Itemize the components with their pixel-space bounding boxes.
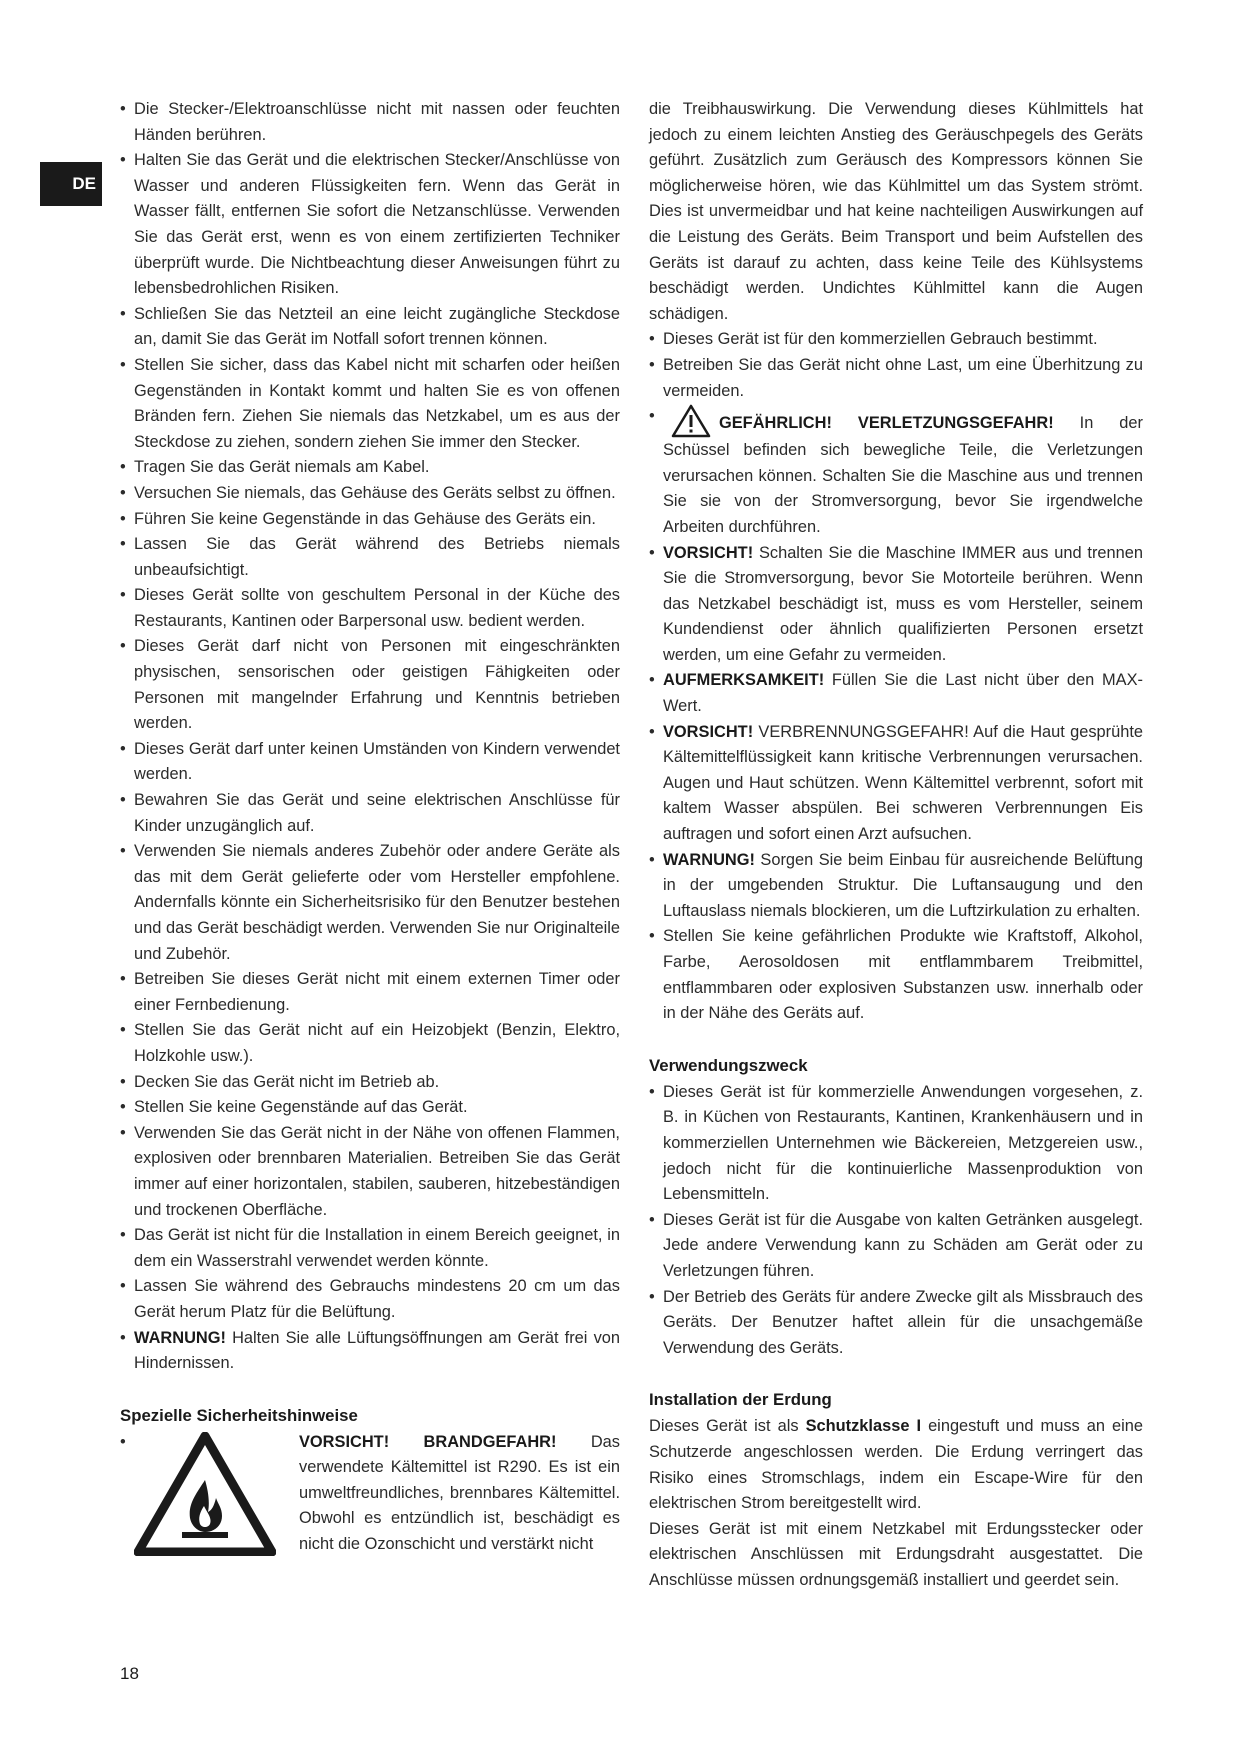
usage-list xyxy=(649,1080,1143,1362)
fire-warning-label: VORSICHT! BRANDGEFAHR! xyxy=(299,1432,557,1451)
list-item: • Der Betrieb des Geräts für andere Zwecke gilt als Missbrauch des Geräts. Der Benutzer haftet allein für die unsachgemäße Verwendung des Geräts. xyxy=(649,1285,1143,1362)
danger-text: In der Schüssel befinden sich bewegliche Teile, die Verletzungen verursachen können. Schalten Sie die Maschine aus und trennen Sie sie von der Stromversorgung, bevor Sie irgendwelche Arbeiten durchführen. xyxy=(663,414,1143,536)
grounding-text-b: eingestuft und muss an eine Schutzerde angeschlossen werden. Die Erdung verringert das Risiko eines Stromschlags, indem ein Escape-Wire für den elektrischen Strom bereitgestellt wird. xyxy=(649,1417,1144,1513)
right-column xyxy=(649,97,1143,1593)
continued-paragraph: die Treibhauswirkung. Die Verwendung dieses Kühlmittels hat jedoch zu einem leichten Anstieg des Geräuschpegels des Geräts geführt. Zusätzlich zum Geräusch des Kompressors können Sie möglicherweise hören, wie das Kühlmittel um das System strömt. Dies ist unvermeidbar und hat keine nachteiligen Auswirkungen auf die Leistung des Geräts. Beim Transport und beim Aufstellen des Geräts ist darauf zu achten, dass keine Teile des Kühlsystems beschädigt werden. Undichtes Kühlmittel kann die Augen schädigen. xyxy=(649,100,1143,323)
list-item-caution xyxy=(649,541,1143,669)
warning-label: WARNUNG! xyxy=(134,1328,226,1347)
list-item: • Verwenden Sie das Gerät nicht in der Nähe von offenen Flammen, explosiven oder brennbaren Materialien. Betreiben Sie das Gerät immer auf einer horizontalen, stabilen, sauberen, hitzebeständigen und trockenen Oberfläche. xyxy=(120,1121,620,1223)
warning-triangle-icon xyxy=(671,404,711,438)
danger-label: GEFÄHRLICH! VERLETZUNGSGEFAHR! xyxy=(719,414,1054,433)
grounding-heading: Installation der Erdung xyxy=(649,1390,832,1410)
list-item: • Betreiben Sie das Gerät nicht ohne Last, um eine Überhitzung zu vermeiden. xyxy=(649,353,1143,404)
warning-text: Halten Sie alle Lüftungsöffnungen am Gerät frei von Hindernissen. xyxy=(134,1328,620,1373)
list-item: • Dieses Gerät ist für den kommerziellen Gebrauch bestimmt. xyxy=(649,327,1143,353)
caution-label: VORSICHT! xyxy=(663,543,754,562)
list-item: • Lassen Sie das Gerät während des Betriebs niemals unbeaufsichtigt. xyxy=(120,532,620,583)
list-item: • Dieses Gerät darf unter keinen Umständen von Kindern verwendet werden. xyxy=(120,737,620,788)
ventilation-warning-label: WARNUNG! xyxy=(663,850,755,869)
attention-label: AUFMERKSAMKEIT! xyxy=(663,671,825,690)
safety-list-left xyxy=(120,97,620,1377)
list-item-burn-caution xyxy=(649,720,1143,848)
list-item: • Das Gerät ist nicht für die Installation in einem Bereich geeignet, in dem ein Wasserstrahl verwendet werden könnte. xyxy=(120,1223,620,1274)
special-safety-heading: Spezielle Sicherheitshinweise xyxy=(120,1405,358,1425)
list-item: • Dieses Gerät ist für kommerzielle Anwendungen vorgesehen, z. B. in Küchen von Restaurants, Kantinen, Krankenhäusern und in kommerziellen Unternehmen wie Bäckereien, Metzgereien usw., jedoch nicht für die kontinuierliche Massenproduktion von Lebensmitteln. xyxy=(649,1080,1143,1208)
list-item: • Dieses Gerät darf nicht von Personen mit eingeschränkten physischen, sensorischen oder geistigen Fähigkeiten oder Personen mit mangelnder Erfahrung und Kenntnis betrieben werden. xyxy=(120,634,620,736)
list-item: • Bewahren Sie das Gerät und seine elektrischen Anschlüsse für Kinder unzugänglich auf. xyxy=(120,788,620,839)
list-item-attention xyxy=(649,668,1143,719)
list-item: • Halten Sie das Gerät und die elektrischen Stecker/Anschlüsse von Wasser und anderen Flüssigkeiten fern. Wenn das Gerät in Wasser fällt, entfernen Sie sofort die Netzanschlüsse. Verwenden Sie das Gerät erst, wenn es von einem zertifizierten Techniker überprüft wurde. Die Nichtbeachtung dieser Anweisungen führt zu lebensbedrohlichen Risiken. xyxy=(120,148,620,302)
list-item: • Tragen Sie das Gerät niemals am Kabel. xyxy=(120,455,620,481)
language-tab: DE xyxy=(40,162,102,206)
list-item: • Betreiben Sie dieses Gerät nicht mit einem externen Timer oder einer Fernbedienung. xyxy=(120,967,620,1018)
fire-hazard-icon xyxy=(134,1432,276,1556)
fire-warning-text xyxy=(299,1430,620,1558)
list-item: • Lassen Sie während des Gebrauchs mindestens 20 cm um das Gerät herum Platz für die Belüftung. xyxy=(120,1274,620,1325)
safety-list-right xyxy=(649,327,1143,1026)
list-item: • Dieses Gerät sollte von geschultem Personal in der Küche des Restaurants, Kantinen oder Barpersonal usw. bedient werden. xyxy=(120,583,620,634)
burn-caution-label: VORSICHT! xyxy=(663,722,754,741)
grounding-text-a: Dieses Gerät ist als xyxy=(649,1417,806,1436)
list-item: • Dieses Gerät ist für die Ausgabe von kalten Getränken ausgelegt. Jede andere Verwendung kann zu Schäden am Gerät oder zu Verletzungen führen. xyxy=(649,1208,1143,1285)
list-item-danger xyxy=(649,404,1143,540)
list-item: • Stellen Sie sicher, dass das Kabel nicht mit scharfen oder heißen Gegenständen in Kontakt kommt und halten Sie es von offenen Bränden fern. Ziehen Sie niemals das Netzkabel, um es aus der Steckdose zu ziehen, sondern ziehen Sie immer den Stecker. xyxy=(120,353,620,455)
list-item: • Stellen Sie keine gefährlichen Produkte wie Kraftstoff, Alkohol, Farbe, Aerosoldosen mit entflammbarem Treibmittel, entflammbaren oder explosiven Substanzen usw. innerhalb oder in der Nähe des Geräts auf. xyxy=(649,924,1143,1026)
attention-text: Füllen Sie die Last nicht über den MAX-Wert. xyxy=(663,671,1143,716)
protection-class: Schutzklasse I xyxy=(805,1417,922,1436)
grounding-paragraph-2: Dieses Gerät ist mit einem Netzkabel mit Erdungsstecker oder elektrischen Anschlüssen mit Erdungsdraht ausgestattet. Die Anschlüsse müssen ordnungsgemäß installiert und geerdet sein. xyxy=(649,1519,1143,1589)
list-item: • Führen Sie keine Gegenstände in das Gehäuse des Geräts ein. xyxy=(120,507,620,533)
list-item: • Verwenden Sie niemals anderes Zubehör oder andere Geräte als das mit dem Gerät gelieferte oder vom Hersteller empfohlene. Andernfalls könnte ein Sicherheitsrisiko für den Benutzer bestehen und das Gerät beschädigt werden. Verwenden Sie nur Originalteile und Zubehör. xyxy=(120,839,620,967)
usage-heading: Verwendungszweck xyxy=(649,1055,808,1075)
ventilation-warning-text: Sorgen Sie beim Einbau für ausreichende Belüftung in der umgebenden Struktur. Die Luftansaugung und den Luftauslass niemals blockieren, um die Luftzirkulation zu erhalten. xyxy=(663,850,1143,920)
list-item: • Stellen Sie keine Gegenstände auf das Gerät. xyxy=(120,1095,620,1121)
list-item: • Schließen Sie das Netzteil an eine leicht zugängliche Steckdose an, damit Sie das Gerät im Notfall sofort trennen können. xyxy=(120,302,620,353)
list-item: • Stellen Sie das Gerät nicht auf ein Heizobjekt (Benzin, Elektro, Holzkohle usw.). xyxy=(120,1018,620,1069)
list-item-warning xyxy=(120,1326,620,1377)
grounding-paragraph-1 xyxy=(649,1414,1143,1516)
fire-warning-body: Das verwendete Kältemittel ist R290. Es ist ein umweltfreundliches, brennbares Kältemittel. Obwohl es entzündlich ist, beschädigt es nicht die Ozonschicht und verstärkt nicht xyxy=(299,1432,620,1554)
page-number: 18 xyxy=(120,1664,139,1683)
burn-caution-text: VERBRENNUNGSGEFAHR! Auf die Haut gesprühte Kältemittelflüssigkeit kann kritische Verbrennungen verursachen. Augen und Haut schützen. Wenn Kältemittel verbrennt, sofort mit kaltem Wasser abspülen. Bei schweren Verbrennungen Eis auftragen und sofort einen Arzt aufsuchen. xyxy=(663,722,1143,844)
caution-text: Schalten Sie die Maschine IMMER aus und trennen Sie die Stromversorgung, bevor Sie Motorteile berühren. Wenn das Netzkabel beschädigt ist, muss es vom Hersteller, seinem Kundendienst oder ähnlich qualifizierten Personen ersetzt werden, um eine Gefahr zu vermeiden. xyxy=(663,543,1143,664)
list-item-ventilation-warning xyxy=(649,848,1143,925)
list-item: • Versuchen Sie niemals, das Gehäuse des Geräts selbst zu öffnen. xyxy=(120,481,620,507)
left-column xyxy=(120,97,620,1558)
list-item: • Decken Sie das Gerät nicht im Betrieb ab. xyxy=(120,1070,620,1096)
fire-warning-item xyxy=(120,1430,620,1558)
list-item: • Die Stecker-/Elektroanschlüsse nicht mit nassen oder feuchten Händen berühren. xyxy=(120,97,620,148)
